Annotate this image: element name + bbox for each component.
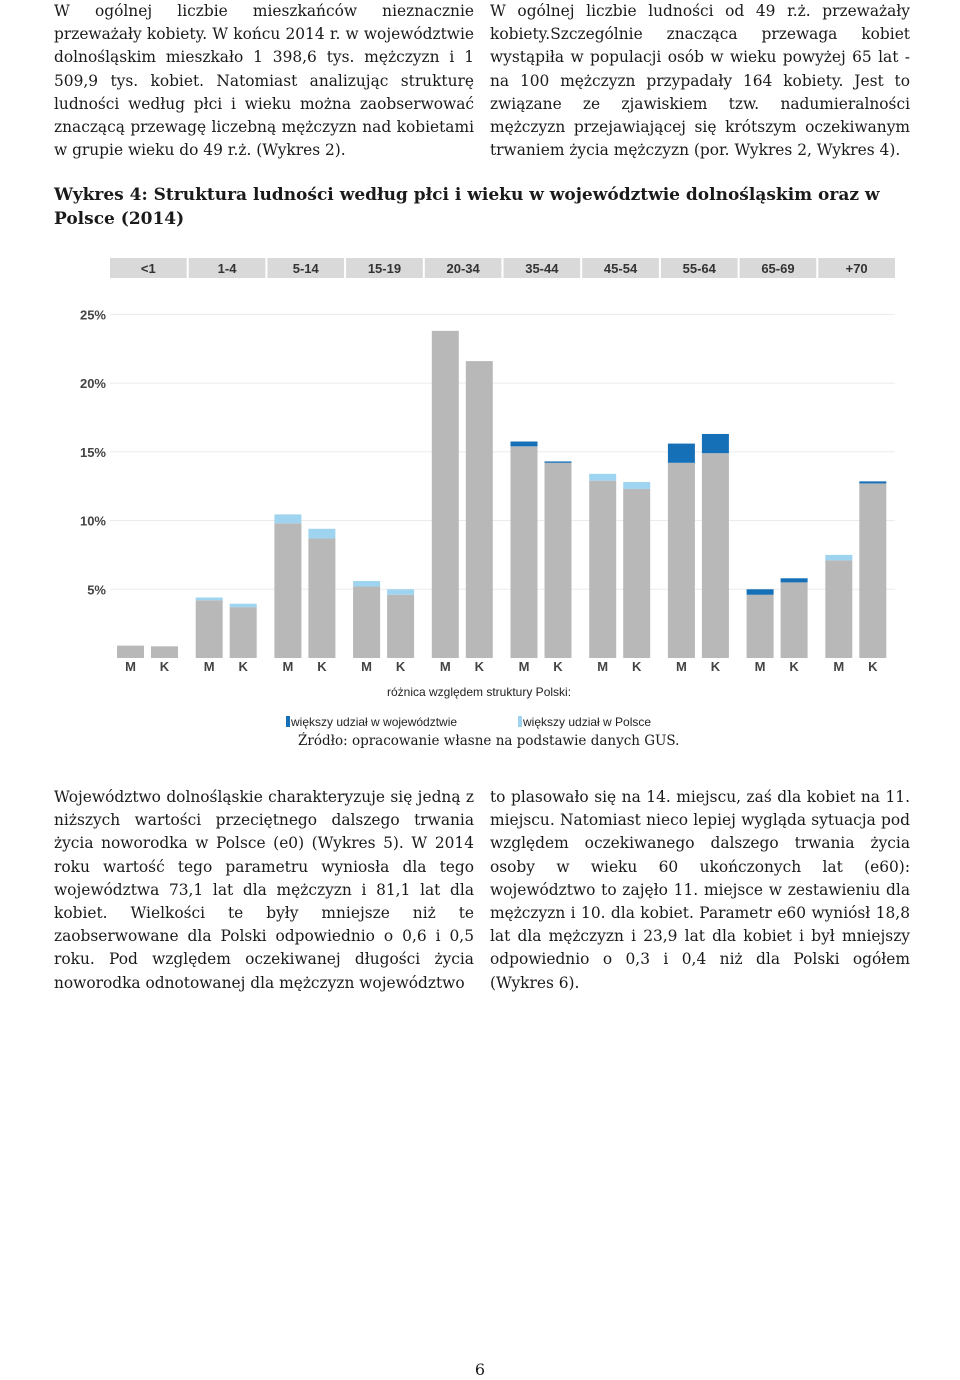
paragraph-bottom-left: Województwo dolnośląskie charakteryzuje się jedną z niższych wartości przeciętnego dalszego trwania życia noworodka w Polsce (e0) (Wykres 5). W 2014 roku wartość tego parametru wyniosła dla tego województwa 73,1 lat dla mężczyzn i 81,1 lat dla kobiet. Wielkości te były mniejsze niż te zaobserwowane dla Polski odpowiednio o 0,6 i 0,5 roku. Pod względem oczekiwanej długości życia noworodka odnotowanej dla mężczyzn województwo <box>54 788 474 992</box>
bar-1-4-M <box>196 600 223 658</box>
bar-15-19-K <box>387 595 414 658</box>
y-tick-label: 15% <box>79 444 106 460</box>
x-tick-label: M <box>125 659 136 674</box>
bar-diff-65-69-M <box>747 589 774 594</box>
bar-20-34-K <box>466 361 493 658</box>
y-tick-label: 5% <box>87 582 106 598</box>
chart-svg <box>60 246 910 736</box>
bar-diff-15-19-K <box>387 589 414 594</box>
facet-label: 45-54 <box>603 261 638 276</box>
bar-20-34-M <box>432 331 459 658</box>
x-tick-label: K <box>474 659 484 674</box>
bar-diff-+70-M <box>825 555 852 560</box>
bar-diff-35-44-M <box>511 442 538 447</box>
facet-label: 35-44 <box>525 261 559 276</box>
x-tick-label: M <box>361 659 373 674</box>
bar-diff-1-4-M <box>196 598 223 601</box>
source-note: Źródło: opracowanie własne na podstawie danych GUS. <box>298 733 680 749</box>
x-tick-label: K <box>553 659 563 674</box>
x-tick-label: K <box>238 659 248 674</box>
facet-label: 1-4 <box>217 261 237 276</box>
bar-<1-M <box>117 646 144 658</box>
x-tick-label: M <box>282 659 294 674</box>
bar-45-54-K <box>623 489 650 658</box>
bar-5-14-M <box>274 523 301 658</box>
bar-65-69-M <box>747 595 774 658</box>
y-tick-label: 20% <box>79 376 106 392</box>
bar-35-44-M <box>511 446 538 658</box>
facet-label: <1 <box>140 261 156 276</box>
bar-+70-M <box>825 560 852 658</box>
bar-diff-+70-K <box>859 481 886 483</box>
facet-label: 5-14 <box>292 261 319 276</box>
paragraph-top-left: W ogólnej liczbie mieszkańców nieznacznie przeważały kobiety. W końcu 2014 r. w województwie dolnośląskim mieszkało 1 398,6 tys. mężczyzn i 1 509,9 tys. kobiet. Natomiast analizując strukturę ludności według płci i wieku można zaobserwować znaczącą przewagę liczebną mężczyzn nad kobietami w grupie wieku do 49 r.ż. (Wykres 2). <box>54 2 474 160</box>
bar-diff-5-14-M <box>274 514 301 523</box>
legend-title: różnica względem struktury Polski: <box>386 685 572 699</box>
bar-diff-5-14-K <box>308 529 335 539</box>
bar-15-19-M <box>353 587 380 658</box>
bar-diff-45-54-K <box>623 482 650 489</box>
facet-label: 55-64 <box>682 261 716 276</box>
bar-45-54-M <box>589 481 616 658</box>
bar-5-14-K <box>308 538 335 658</box>
bar-diff-35-44-K <box>545 461 572 462</box>
x-tick-label: M <box>439 659 451 674</box>
bar-1-4-K <box>230 607 257 658</box>
bar-<1-K <box>151 646 178 658</box>
x-tick-label: M <box>754 659 766 674</box>
x-tick-label: K <box>395 659 406 674</box>
legend-label-poland: większy udział w Polsce <box>523 715 652 729</box>
bar-+70-K <box>859 483 886 658</box>
bar-55-64-M <box>668 463 695 658</box>
bar-diff-15-19-M <box>353 581 380 586</box>
figure-caption: Wykres 4: Struktura ludności według płci i wieku w województwie dolnośląskim oraz w Polsce (2014) <box>54 185 880 229</box>
page-number: 6 <box>474 1360 486 1379</box>
x-tick-label: K <box>710 659 721 674</box>
bar-65-69-K <box>781 582 808 658</box>
bar-diff-55-64-K <box>702 434 729 453</box>
bar-diff-1-4-K <box>230 604 257 607</box>
facet-label: 65-69 <box>761 261 795 276</box>
x-tick-label: K <box>789 659 799 674</box>
paragraph-bottom-right: to plasowało się na 14. miejscu, zaś dla kobiet na 11. miejscu. Natomiast nieco lepiej wygląda sytuacja pod względem oczekiwanego dalszego trwania życia osoby w wieku 60 ukończonych lat (e60): województwo to zajęło 11. miejsce w zestawieniu dla mężczyzn i 10. dla kobiet. Parametr e60 wyniósł 18,8 lat dla mężczyzn i 23,9 lat dla kobiet i był mniejszy odpowiednio o 0,3 i 0,4 niż dla Polski ogółem (Wykres 6). <box>490 788 910 992</box>
legend-label-region: większy udział w województwie <box>291 715 458 729</box>
legend-swatch-region <box>286 716 290 727</box>
x-tick-label: M <box>203 659 215 674</box>
x-tick-label: M <box>518 659 530 674</box>
x-tick-label: M <box>675 659 687 674</box>
bar-diff-55-64-M <box>668 444 695 463</box>
y-tick-label: 10% <box>79 513 106 529</box>
population-structure-chart <box>60 246 910 736</box>
x-tick-label: K <box>868 659 878 674</box>
facet-label: 20-34 <box>446 261 480 276</box>
x-tick-label: M <box>597 659 609 674</box>
x-tick-label: K <box>317 659 327 674</box>
bar-diff-45-54-M <box>589 474 616 481</box>
y-tick-label: 25% <box>79 307 106 323</box>
x-tick-label: K <box>159 659 170 674</box>
legend-swatch-poland <box>518 716 522 727</box>
facet-label: 15-19 <box>367 261 402 276</box>
facet-label: +70 <box>845 261 868 276</box>
x-tick-label: M <box>833 659 845 674</box>
bar-35-44-K <box>545 463 572 658</box>
paragraph-top-right: W ogólnej liczbie ludności od 49 r.ż. przeważały kobiety.Szczególnie znacząca przewaga kobiet wystąpiła w populacji osób w wieku powyżej 65 lat - na 100 mężczyzn przypadały 164 kobiety. Jest to związane ze zjawiskiem tzw. nadumieralności mężczyzn przejawiającej się krótszym oczekiwanym trwaniem życia mężczyzn (por. Wykres 2, Wykres 4). <box>490 2 910 160</box>
bar-diff-65-69-K <box>781 578 808 582</box>
bar-55-64-K <box>702 453 729 658</box>
x-tick-label: K <box>632 659 642 674</box>
facet-panel <box>110 280 187 658</box>
